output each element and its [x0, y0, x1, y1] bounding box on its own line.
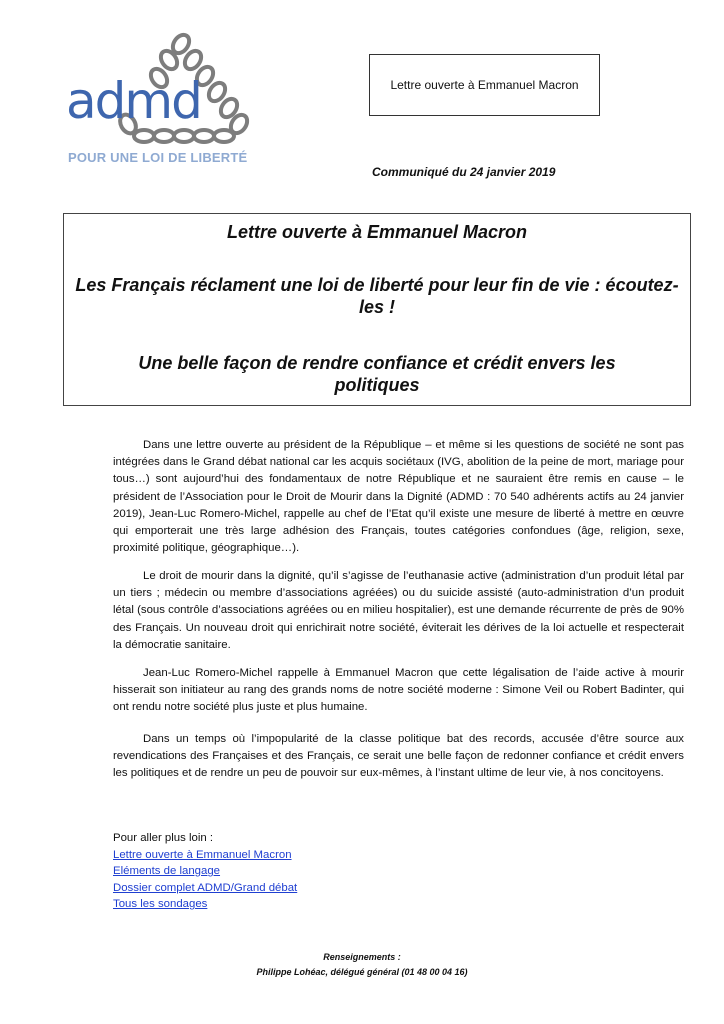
paragraph-3 — [113, 665, 684, 717]
logo-tagline: POUR UNE LOI DE LIBERTÉ — [68, 150, 248, 165]
headline-subtitle: Les Français réclament une loi de liberté pour leur fin de vie : écoutez-les ! — [75, 275, 679, 317]
footer-contact: Philippe Lohéac, délégué général (01 48 00 04 16) — [256, 967, 468, 977]
paragraph-2 — [113, 568, 684, 654]
paragraph-4 — [113, 731, 684, 783]
link-full-dossier[interactable]: Dossier complet ADMD/Grand débat — [113, 881, 298, 894]
paragraph-2-text: Le droit de mourir dans la dignité, qu’il s’agisse de l’euthanasie active (administration d’un produit létal par un tiers ; médecin ou membre d’associations agréées) ou du suicide assisté (auto-administration d’un produit létal (sous contrôle d’associations agréées ou en milieu hospitalier), est une demande récurrente de près de 90% des Français. Un nouveau droit qui enrichirait notre société, éviterait les dérives de la loi actuelle et respecterait la démocratie sanitaire. — [113, 570, 684, 651]
paragraph-4-text: Dans un temps où l’impopularité de la classe politique bat des records, accusée d’être source aux revendications des Françaises et des Français, ce serait une belle façon de redonner confiance et crédit envers les politiques et de rendre un peu de pouvoir sur eux-mêmes, à l’instant ultime de leur vie, à nos concitoyens. — [113, 733, 684, 780]
headline-title: Lettre ouverte à Emmanuel Macron — [226, 222, 528, 242]
paragraph-3-text: Jean-Luc Romero-Michel rappelle à Emmanuel Macron que cette légalisation de l’aide active à mourir hisserait son initiateur au rang des grands noms de notre société moderne : Simone Veil ou Robert Badinter, qui ont rendu notre société plus juste et plus humaine. — [113, 667, 684, 714]
paragraph-1 — [113, 437, 684, 557]
link-open-letter[interactable]: Lettre ouverte à Emmanuel Macron — [113, 848, 292, 861]
header-title: Lettre ouverte à Emmanuel Macron — [390, 78, 579, 92]
admd-logo — [66, 32, 266, 172]
logo-wordmark: admd — [66, 72, 201, 130]
further-intro: Pour aller plus loin : — [113, 832, 214, 844]
header-title-box — [369, 54, 600, 116]
footer-label: Renseignements : — [323, 952, 401, 962]
communique-date: Communiqué du 24 janvier 2019 — [372, 165, 556, 179]
headline-box — [63, 213, 691, 406]
paragraph-1-text: Dans une lettre ouverte au président de la République – et même si les questions de société ne sont pas intégrées dans le Grand débat national car les acquis sociétaux (IVG, abolition de la peine de mort, mariage pour tous…) sont aujourd’hui des fondamentaux de notre République et ne sauraient être remis en cause – le président de l’Association pour le Droit de Mourir dans la Dignité (ADMD : 70 540 adhérents actifs au 24 janvier 2019), Jean-Luc Romero-Michel, rappelle au chef de l’Etat qu’il existe une mesure de liberté à mettre en œuvre qui emporterait une très large adhésion des Français, toutes catégories confondues (âge, religion, sexe, proximité politique, géographique…). — [113, 439, 684, 555]
further-reading — [113, 830, 297, 913]
link-all-polls[interactable]: Tous les sondages — [113, 898, 208, 911]
headline-tagline: Une belle façon de rendre confiance et crédit envers les politiques — [138, 353, 616, 395]
link-talking-points[interactable]: Eléments de langage — [113, 865, 221, 878]
